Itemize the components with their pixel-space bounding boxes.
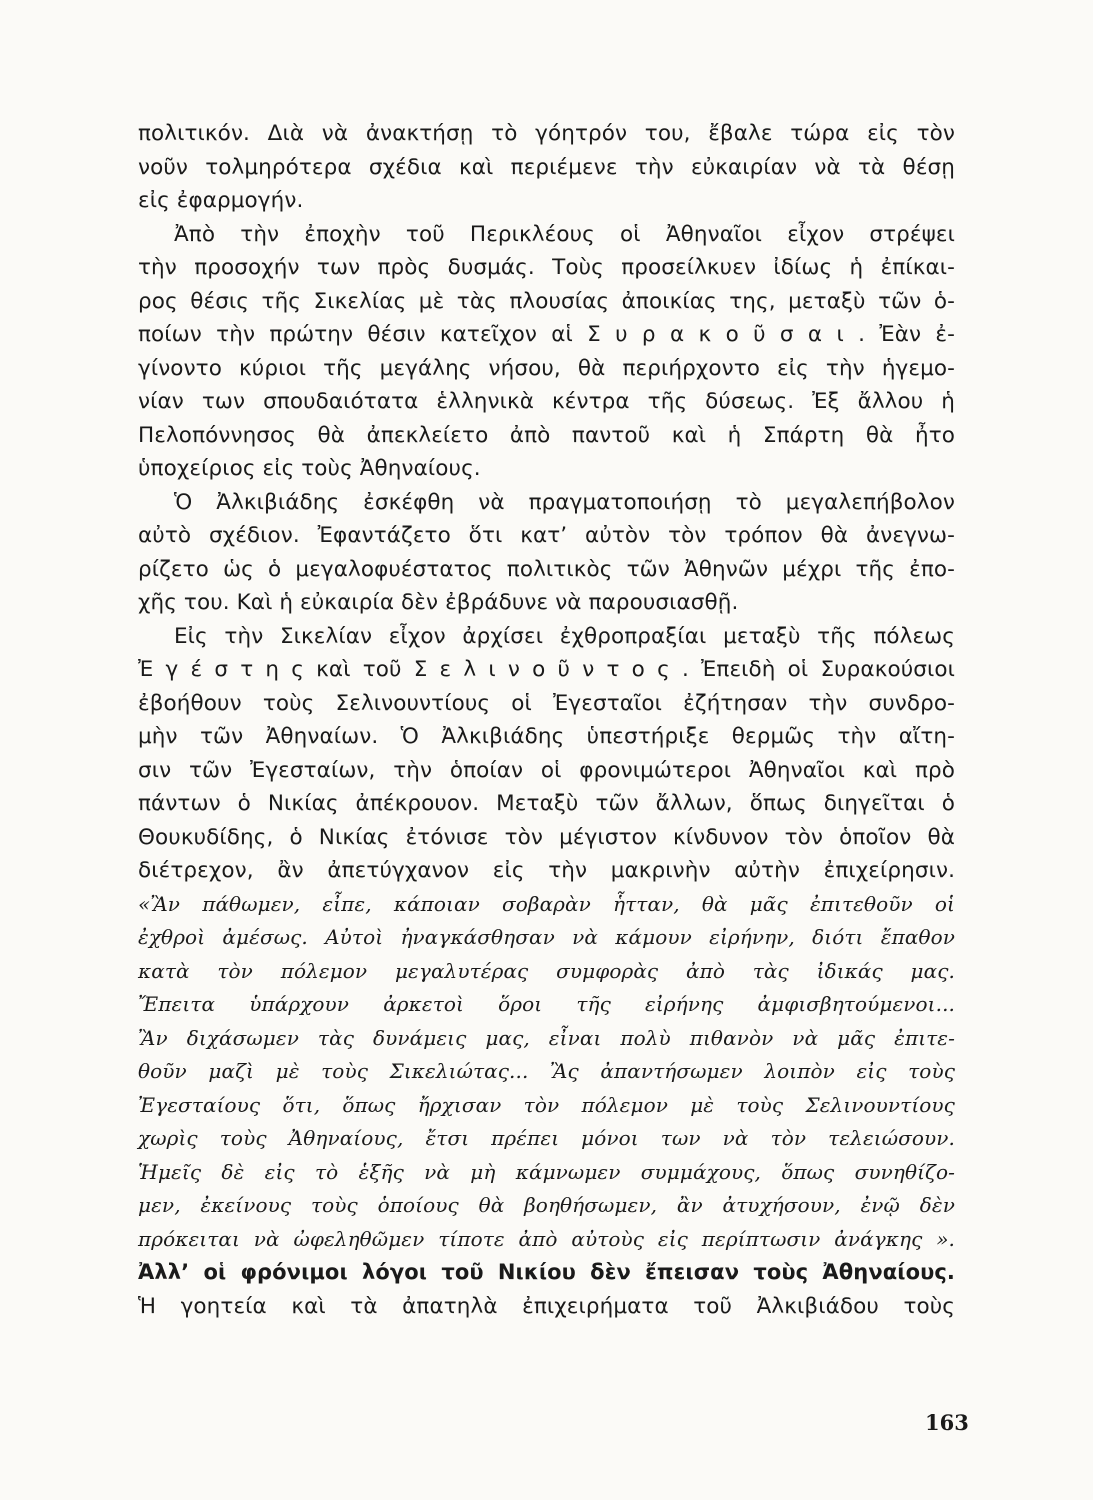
text-line: Ὁ Ἀλκιβιάδης ἐσκέφθη νὰ πραγματοποιήσῃ τὸ μεγαλεπήβολον bbox=[174, 489, 955, 515]
page-number: 163 bbox=[925, 1410, 969, 1435]
text-line: νίαν των σπουδαιότατα ἑλληνικὰ κέντρα τῆς δύσεως. Ἐξ ἄλλου ἡ bbox=[138, 389, 955, 414]
text-line: ρίζετο ὡς ὁ μεγαλοφυέστατος πολιτικὸς τῶν Ἀθηνῶν μέχρι τῆς ἐπο- bbox=[138, 556, 955, 582]
quote-line: Ἂν διχάσωμεν τὰς δυνάμεις μας, εἶναι πολὺ πιθανὸν νὰ μᾶς ἐπιτε- bbox=[138, 1025, 955, 1050]
text-line: νοῦν τολμηρότερα σχέδια καὶ περιέμενε τὴν εὐκαιρίαν νὰ τὰ θέσῃ bbox=[138, 154, 955, 180]
quote-line: χωρὶς τοὺς Ἀθηναίους, ἔτσι πρέπει μόνοι των νὰ τὸν τελειώσουν. bbox=[138, 1126, 955, 1150]
text-line: σιν τῶν Ἐγεσταίων, τὴν ὁποίαν οἱ φρονιμώτεροι Ἀθηναῖοι καὶ πρὸ bbox=[138, 757, 955, 783]
text-line: εἰς ἐφαρμογήν. bbox=[138, 188, 304, 213]
text-line: Πελοπόννησος θὰ ἀπεκλείετο ἀπὸ παντοῦ καὶ ἡ Σπάρτη θὰ ἦτο bbox=[138, 422, 955, 448]
text-line: πολιτικόν. Διὰ νὰ ἀνακτήσῃ τὸ γόητρόν του, ἔβαλε τώρα εἰς τὸν bbox=[138, 121, 955, 146]
text-line: πάντων ὁ Νικίας ἀπέκρουον. Μεταξὺ τῶν ἄλλων, ὅπως διηγεῖται ὁ bbox=[138, 791, 955, 816]
quote-line: πρόκειται νὰ ὠφεληθῶμεν τίποτε ἀπὸ αὐτοὺς εἰς περίπτωσιν ἀνάγκης ». bbox=[138, 1226, 955, 1251]
text-line: Ἀπὸ τὴν ἐποχὴν τοῦ Περικλέους οἱ Ἀθηναῖοι εἶχον στρέψει bbox=[174, 221, 955, 247]
text-line: χῆς του. Καὶ ἡ εὐκαιρία δὲν ἐβράδυνε νὰ παρουσιασθῇ. bbox=[138, 590, 739, 615]
quote-line: κατὰ τὸν πόλεμον μεγαλυτέρας συμφορὰς ἀπὸ τὰς ἰδικάς μας. bbox=[138, 958, 955, 983]
quote-line: Ἔπειτα ὑπάρχουν ἀρκετοὶ ὅροι τῆς εἰρήνης ἀμφισβητούμενοι... bbox=[138, 992, 955, 1016]
text-line: Θουκυδίδης, ὁ Νικίας ἐτόνισε τὸν μέγιστον κίνδυνον τὸν ὁποῖον θὰ bbox=[138, 824, 955, 850]
text-line: ὑποχείριος εἰς τοὺς Ἀθηναίους. bbox=[138, 456, 481, 481]
quote-line: «Ἂν πάθωμεν, εἶπε, κάποιαν σοβαρὰν ἧτταν, θὰ μᾶς ἐπιτεθοῦν οἱ bbox=[138, 891, 955, 916]
text-line: τὴν προσοχήν των πρὸς δυσμάς. Τοὺς προσείλκυεν ἰδίως ἡ ἐπίκαι- bbox=[138, 255, 955, 280]
quote-line: Ἡμεῖς δὲ εἰς τὸ ἑξῆς νὰ μὴ κάμνωμεν συμμάχους, ὅπως συνηθίζο- bbox=[138, 1159, 955, 1184]
text-line: μὴν τῶν Ἀθηναίων. Ὁ Ἀλκιβιάδης ὑπεστήριξε θερμῶς τὴν αἴτη- bbox=[138, 724, 955, 749]
text-line: γίνοντο κύριοι τῆς μεγάλης νήσου, θὰ περιήρχοντο εἰς τὴν ἡγεμο- bbox=[138, 355, 955, 381]
text-line: ρος θέσις τῆς Σικελίας μὲ τὰς πλουσίας ἀποικίας της, μεταξὺ τῶν ὁ- bbox=[138, 288, 955, 314]
text-line: Ἀλλ’ οἱ φρόνιμοι λόγοι τοῦ Νικίου δὲν ἔπεισαν τοὺς Ἀθηναίους. bbox=[138, 1260, 955, 1284]
text-line: ἐβοήθουν τοὺς Σελινουντίους οἱ Ἐγεσταῖοι ἐζήτησαν τὴν συνδρο- bbox=[138, 690, 955, 716]
text-line: αὐτὸ σχέδιον. Ἐφαντάζετο ὅτι κατ’ αὐτὸν τὸν τρόπον θὰ ἀνεγνω- bbox=[138, 523, 955, 548]
text-line: Ἐ γ έ σ τ η ς καὶ τοῦ Σ ε λ ι ν ο ῦ ν τ ο ς . Ἐπειδὴ οἱ Συρακούσιοι bbox=[138, 657, 955, 682]
text-line: διέτρεχον, ἂν ἀπετύγχανον εἰς τὴν μακρινὴν αὐτὴν ἐπιχείρησιν. bbox=[138, 858, 955, 883]
text-line: Ἡ γοητεία καὶ τὰ ἀπατηλὰ ἐπιχειρήματα τοῦ Ἀλκιβιάδου τοὺς bbox=[138, 1293, 955, 1319]
quote-line: θοῦν μαζὶ μὲ τοὺς Σικελιώτας... Ἂς ἀπαντήσωμεν λοιπὸν εἰς τοὺς bbox=[138, 1059, 955, 1083]
text-line: ποίων τὴν πρώτην θέσιν κατεῖχον αἱ Σ υ ρ α κ ο ῦ σ α ι . Ἐὰν ἐ- bbox=[138, 322, 955, 347]
quote-line: ἐχθροὶ ἀμέσως. Αὐτοὶ ἠναγκάσθησαν νὰ κάμουν εἰρήνην, διότι ἔπαθον bbox=[138, 925, 955, 949]
quote-line: Ἐγεσταίους ὅτι, ὅπως ἤρχισαν τὸν πόλεμον μὲ τοὺς Σελινουντίους bbox=[138, 1092, 955, 1117]
text-line: Εἰς τὴν Σικελίαν εἶχον ἀρχίσει ἐχθροπραξίαι μεταξὺ τῆς πόλεως bbox=[174, 623, 955, 649]
quote-line: μεν, ἐκείνους τοὺς ὁποίους θὰ βοηθήσωμεν, ἂν ἀτυχήσουν, ἐνῷ δὲν bbox=[138, 1193, 955, 1217]
body-text bbox=[138, 117, 955, 1323]
